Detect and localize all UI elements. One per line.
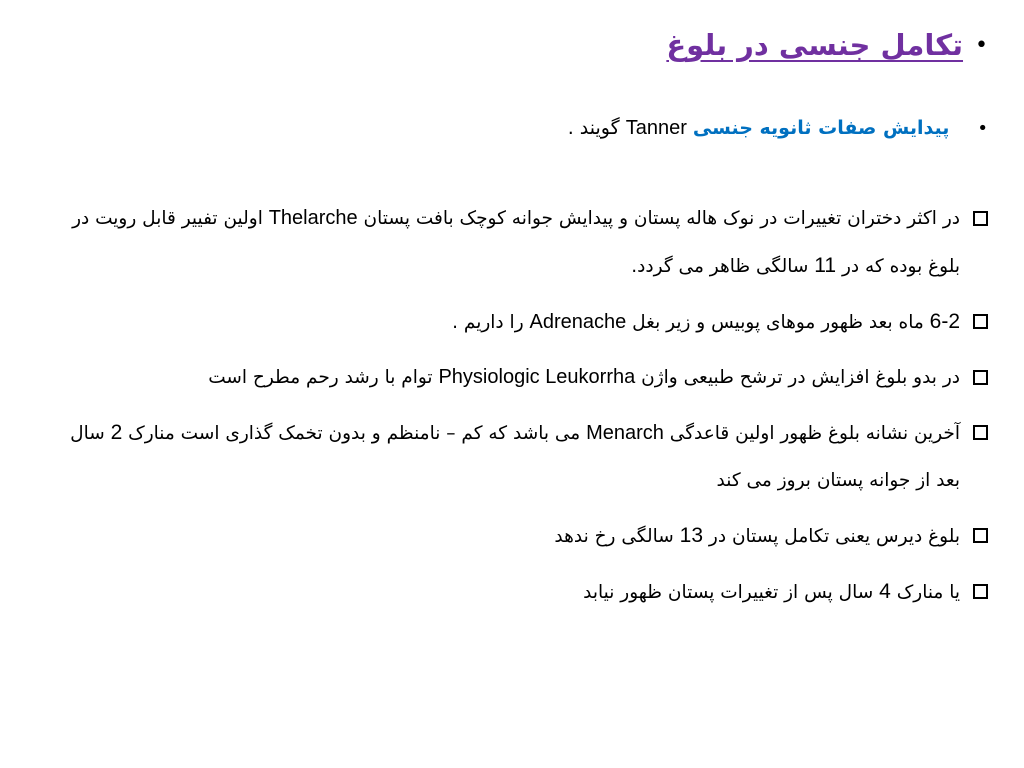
list-item-text: می باشد که کم – نامنظم و بدون تخمک گذاری است منارک <box>122 423 587 444</box>
slide-title: تکامل جنسی در بلوغ <box>666 28 964 62</box>
list-item <box>58 568 988 616</box>
checkbox-bullet-icon <box>973 425 988 440</box>
list-item <box>58 409 988 504</box>
list-item-text: سالگی رخ ندهد <box>554 526 680 547</box>
list-item-text: 13 <box>679 524 704 547</box>
title-bullet: • <box>975 32 988 58</box>
checkbox-bullet-icon <box>973 211 988 226</box>
checkbox-bullet-icon <box>973 584 988 599</box>
list-item-text: ماه بعد ظهور موهای پوبیس و زیر بغل <box>626 312 930 333</box>
subheading-rest: گویند . <box>567 117 620 139</box>
list-item-text: 11 <box>814 254 837 277</box>
checkbox-bullet-icon <box>973 528 988 543</box>
title-row <box>48 28 988 62</box>
list-item-text: Thelarche <box>268 207 358 229</box>
list-item <box>58 298 988 346</box>
list-item <box>58 512 988 560</box>
list-item-text: یا منارک <box>890 582 960 603</box>
list-item <box>58 354 988 401</box>
subheading-row <box>48 117 988 140</box>
list-item-text: 4 <box>879 580 891 603</box>
list-item <box>58 195 988 290</box>
list-item-text: Menarch <box>586 422 664 444</box>
bullet-list <box>58 195 988 624</box>
list-item-text: 2 <box>110 421 123 444</box>
list-item-text: 6-2 <box>929 310 960 333</box>
list-item-text: سال بعد از جوانه پستان بروز می کند <box>70 423 960 491</box>
checkbox-bullet-icon <box>973 314 988 329</box>
list-item-text: توام با رشد رحم مطرح است <box>208 367 439 388</box>
list-item-text: سال پس از تغییرات پستان ظهور نیابد <box>583 582 880 603</box>
list-item-text: اولین تفییر قابل رویت در بلوغ بوده که در <box>72 208 960 277</box>
list-item-text: بلوغ دیرس یعنی تکامل پستان در <box>703 526 960 547</box>
list-item-text: آخرین نشانه بلوغ ظهور اولین قاعدگی <box>663 423 960 444</box>
list-item-text: سالگی ظاهر می گردد. <box>631 256 815 277</box>
list-item-text: را داریم . <box>452 312 530 333</box>
checkbox-bullet-icon <box>973 370 988 385</box>
list-item-text: در اکثر دختران تغییرات در نوک هاله پستان و پیدایش جوانه کوچک بافت پستان <box>357 208 960 229</box>
list-item-text: در بدو بلوغ افزایش در ترشح طبیعی واژن <box>635 367 960 388</box>
list-item-text: Adrenache <box>529 311 627 333</box>
subheading-bullet: • <box>977 118 988 139</box>
list-item-text: Physiologic Leukorrha <box>438 366 636 388</box>
subheading-term: Tanner <box>625 117 687 139</box>
subheading-highlight: پیدایش صفات ثانویه جنسی <box>692 117 950 139</box>
